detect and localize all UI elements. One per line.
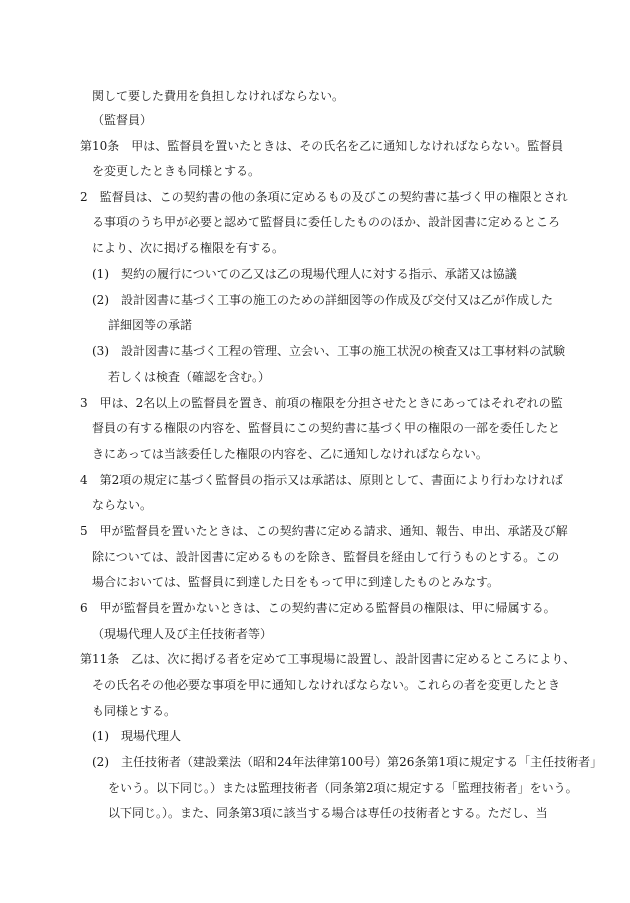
list-item-line: (2) 設計図書に基づく工事の施工のための詳細図等の作成及び交付又は乙が作成した [92, 293, 554, 307]
text-line: 以下同じ。）。また、同条第3項に該当する場合は専任の技術者とする。ただし、当 [108, 806, 548, 820]
text-line: ならない。 [92, 498, 153, 512]
text-line: を変更したときも同様とする。 [92, 164, 261, 178]
text-line: 除については、設計図書に定めるものを除き、監督員を経由して行うものとする。この [92, 550, 560, 564]
text-line: 若しくは検査（確認を含む。） [108, 370, 271, 384]
text-line: により、次に掲げる権限を有する。 [92, 241, 285, 255]
article-title-line: 第11条 乙は、次に掲げる者を定めて工事現場に設置し、設計図書に定めるところにより、 [80, 652, 576, 666]
list-item-line: (1) 現場代理人 [92, 729, 181, 743]
paragraph-line: 2 監督員は、この契約書の他の条項に定めるもの及びこの契約書に基づく甲の権限とされ [80, 190, 568, 204]
article-title-line: 第10条 甲は、監督員を置いたときは、その氏名を乙に通知しなければならない。監督員 [80, 139, 564, 153]
text-line: 関して要した費用を負担しなければならない。 [92, 89, 345, 103]
paragraph-line: 4 第2項の規定に基づく監督員の指示又は承諾は、原則として、書面により行わなければ [80, 473, 564, 487]
text-line: その氏名その他必要な事項を甲に通知しなければならない。これらの者を変更したとき [92, 678, 561, 692]
text-line: 督員の有する権限の内容を、監督員にこの契約書に基づく甲の権限の一部を委任したと [92, 421, 561, 435]
section-heading: （監督員） [92, 113, 153, 127]
paragraph-line: 5 甲が監督員を置いたときは、この契約書に定める請求、通知、報告、申出、承諾及び解 [80, 524, 568, 538]
text-line: をいう。以下同じ。）または監理技術者（同条第2項に規定する「監理技術者」をいう。 [108, 781, 578, 795]
paragraph-line: 6 甲が監督員を置かないときは、この契約書に定める監督員の権限は、甲に帰属する。 [80, 601, 556, 615]
section-heading: （現場代理人及び主任技術者等） [92, 627, 273, 641]
list-item-line: (2) 主任技術者（建設業法（昭和24年法律第100号）第26条第1項に規定する「主任技術者」 [92, 755, 603, 769]
text-line: も同様とする。 [92, 704, 177, 718]
paragraph-line: 3 甲は、2名以上の監督員を置き、前項の権限を分担させたときにあってはそれぞれの監 [80, 396, 563, 410]
text-line: 詳細図等の承諾 [108, 318, 193, 332]
text-line: きにあっては当該委任した権限の内容を、乙に通知しなければならない。 [92, 447, 488, 461]
text-line: 場合においては、監督員に到達した日をもって甲に到達したものとみなす。 [92, 575, 500, 589]
text-line: る事項のうち甲が必要と認めて監督員に委任したもののほか、設計図書に定めるところ [92, 215, 561, 229]
list-item-line: (3) 設計図書に基づく工程の管理、立会い、工事の施工状況の検査又は工事材料の試験 [92, 344, 566, 358]
list-item-line: (1) 契約の履行についての乙又は乙の現場代理人に対する指示、承諾又は協議 [92, 267, 517, 281]
